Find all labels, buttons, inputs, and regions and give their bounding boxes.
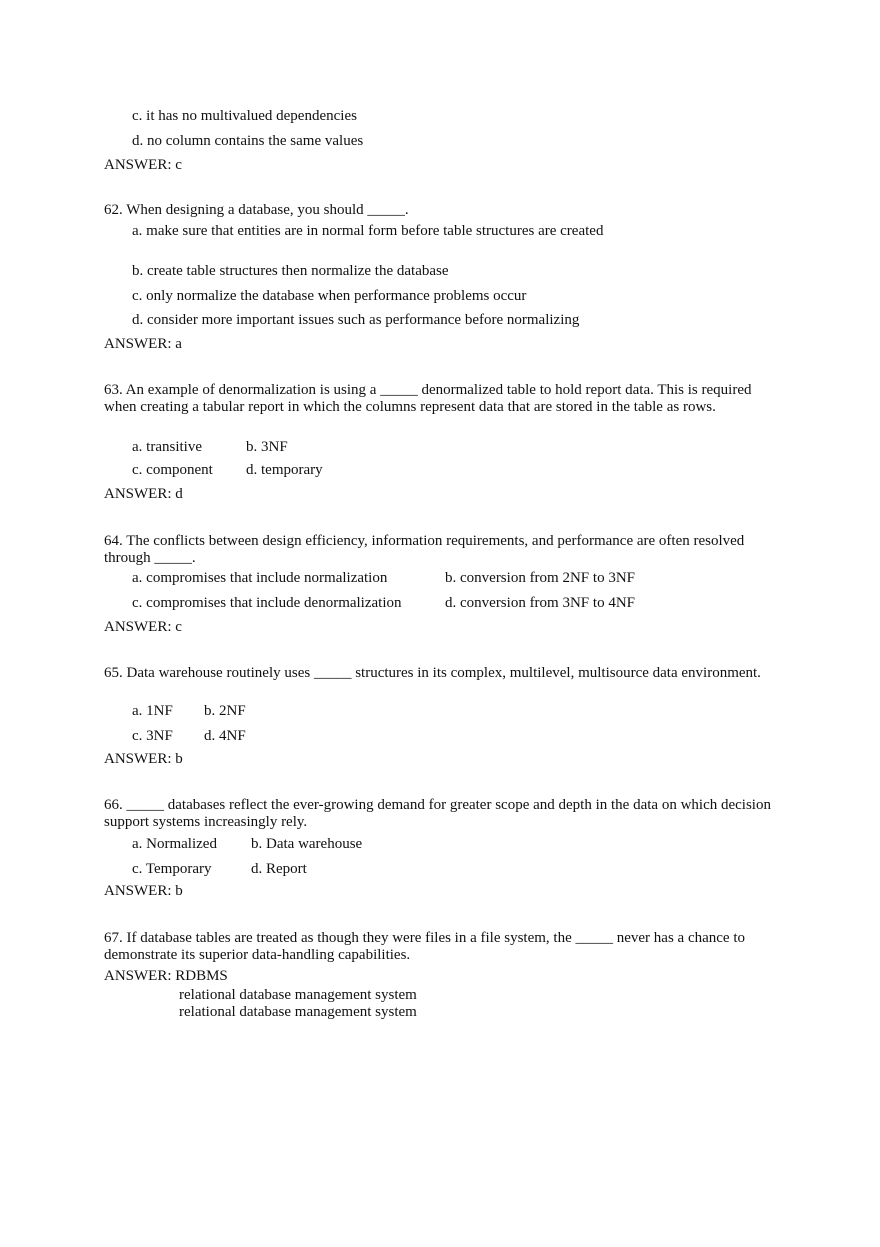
answer: ANSWER: a (104, 336, 182, 352)
option-c: c. it has no multivalued dependencies (132, 108, 357, 124)
option-d: d. temporary (246, 462, 323, 478)
option-d: d. 4NF (204, 728, 246, 744)
option-b: b. 3NF (246, 439, 288, 455)
option-a: a. compromises that include normalization (132, 570, 388, 586)
option-b: b. 2NF (204, 703, 246, 719)
option-b: b. create table structures then normalize the database (132, 263, 449, 279)
option-b: b. conversion from 2NF to 3NF (445, 570, 635, 586)
alternate-answer: relational database management system (179, 1004, 417, 1020)
option-c: c. 3NF (132, 728, 173, 744)
answer: ANSWER: d (104, 486, 183, 502)
question-text: 66. _____ databases reflect the ever-growing demand for greater scope and depth in the data on which decision support systems increasingly rely. (104, 797, 771, 830)
option-c: c. component (132, 462, 213, 478)
question-text: 62. When designing a database, you should _____. (104, 202, 409, 218)
option-a: a. make sure that entities are in normal form before table structures are created (132, 223, 604, 239)
option-d: d. conversion from 3NF to 4NF (445, 595, 635, 611)
option-a: a. Normalized (132, 836, 217, 852)
option-d: d. no column contains the same values (132, 133, 364, 149)
option-c: c. Temporary (132, 861, 212, 877)
answer: ANSWER: c (104, 157, 182, 173)
question-text: 63. An example of denormalization is using a _____ denormalized table to hold report data. This is required when creating a tabular report in which the columns represent data that are stored in the table as rows. (104, 382, 752, 415)
option-c: c. compromises that include denormalization (132, 595, 402, 611)
option-a: a. transitive (132, 439, 202, 455)
question-text: 65. Data warehouse routinely uses _____ structures in its complex, multilevel, multisource data environment. (104, 665, 761, 681)
answer: ANSWER: c (104, 619, 182, 635)
option-d: d. consider more important issues such as performance before normalizing (132, 312, 580, 328)
answer: ANSWER: b (104, 883, 183, 899)
answer: ANSWER: b (104, 751, 183, 767)
answer: ANSWER: RDBMS (104, 968, 228, 984)
option-b: b. Data warehouse (251, 836, 363, 852)
alternate-answer: relational database management system (179, 987, 417, 1003)
option-a: a. 1NF (132, 703, 173, 719)
question-text: 67. If database tables are treated as though they were files in a file system, the _____ never has a chance to demonstrate its superior data-handling capabilities. (104, 930, 746, 963)
option-d: d. Report (251, 861, 307, 877)
option-c: c. only normalize the database when performance problems occur (132, 288, 527, 304)
question-text: 64. The conflicts between design efficiency, information requirements, and performance are often resolved through _____. (104, 533, 745, 566)
